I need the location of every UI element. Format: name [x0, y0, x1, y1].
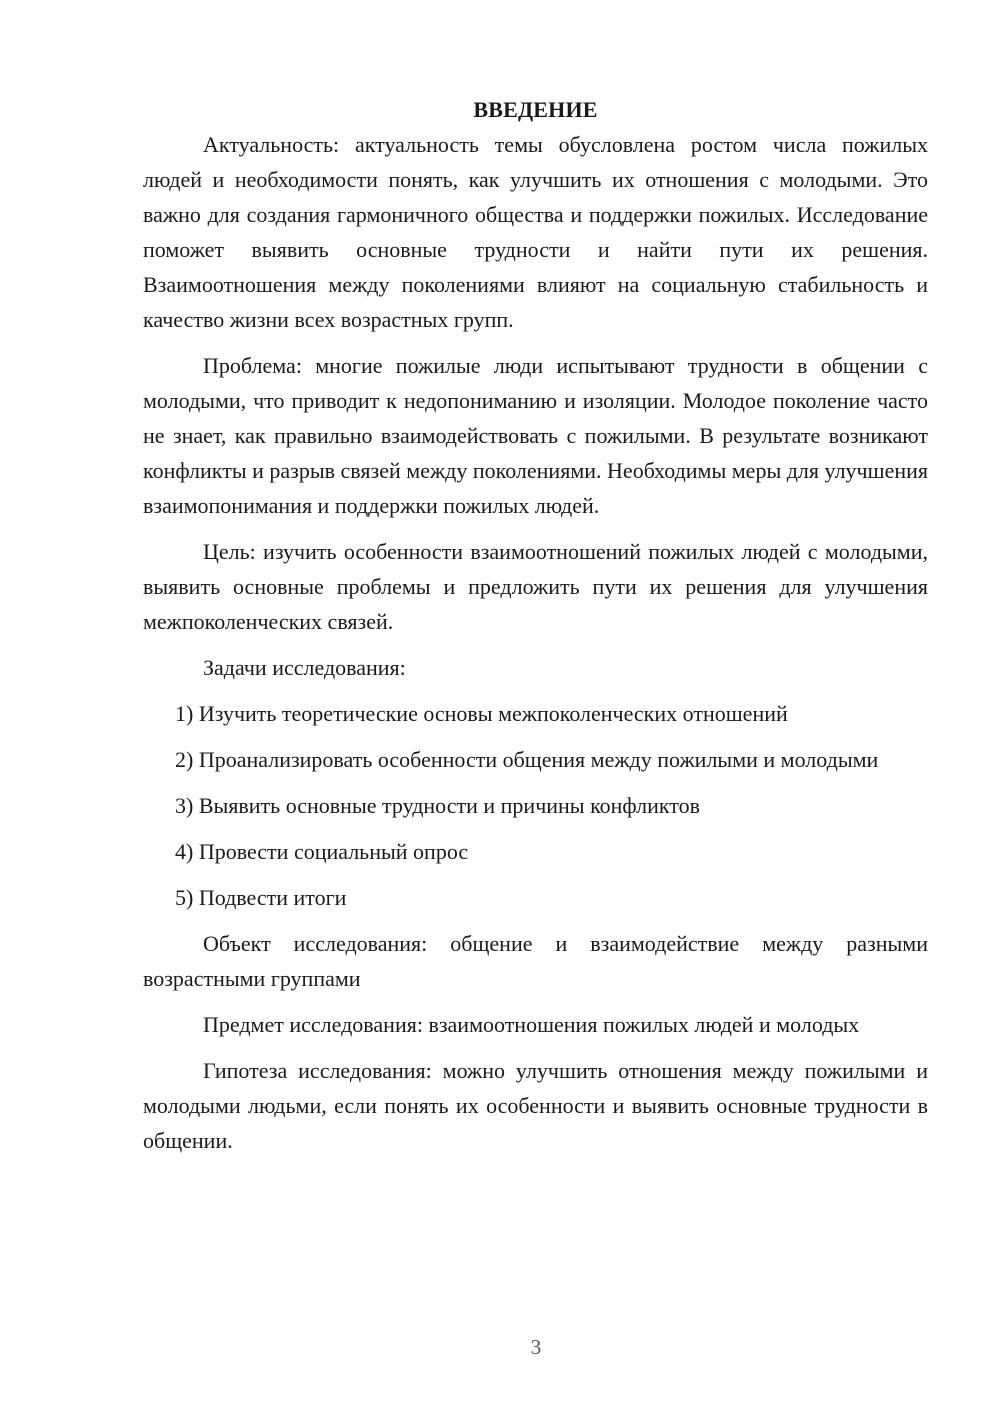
task-item-1: 1) Изучить теоретические основы межпоколенческих отношений	[175, 701, 788, 726]
problem-paragraph: Проблема: многие пожилые люди испытывают трудности в общении с молодыми, что приводит к недопониманию и изоляции. Молодое поколение часто не знает, как правильно взаимодействовать с пожилыми. В результате возникают конфликты и разрыв связей между поколениями. Необходимы меры для улучшения взаимопонимания и поддержки пожилых людей.	[143, 353, 928, 518]
task-item-5: 5) Подвести итоги	[175, 885, 347, 910]
page-title: ВВЕДЕНИЕ	[473, 97, 598, 122]
object-paragraph: Объект исследования: общение и взаимодействие между разными возрастными группами	[143, 931, 928, 991]
task-item-3: 3) Выявить основные трудности и причины конфликтов	[175, 793, 701, 818]
tasks-heading: Задачи исследования:	[203, 655, 406, 680]
page-number: 3	[530, 1335, 542, 1359]
document-page	[143, 92, 928, 1169]
task-item-2: 2) Проанализировать особенности общения между пожилыми и молодыми	[175, 747, 879, 772]
goal-paragraph: Цель: изучить особенности взаимоотношений пожилых людей с молодыми, выявить основные проблемы и предложить пути их решения для улучшения межпоколенческих связей.	[143, 539, 928, 634]
subject-paragraph: Предмет исследования: взаимоотношения пожилых людей и молодых	[203, 1012, 860, 1037]
hypothesis-paragraph: Гипотеза исследования: можно улучшить отношения между пожилыми и молодыми людьми, если понять их особенности и выявить основные трудности в общении.	[143, 1058, 928, 1153]
relevance-paragraph: Актуальность: актуальность темы обусловлена ростом числа пожилых людей и необходимости понять, как улучшить их отношения с молодыми. Это важно для создания гармоничного общества и поддержки пожилых. Исследование поможет выявить основные трудности и найти пути их решения. Взаимоотношения между поколениями влияют на социальную стабильность и качество жизни всех возрастных групп.	[143, 132, 928, 332]
task-item-4: 4) Провести социальный опрос	[175, 839, 469, 864]
